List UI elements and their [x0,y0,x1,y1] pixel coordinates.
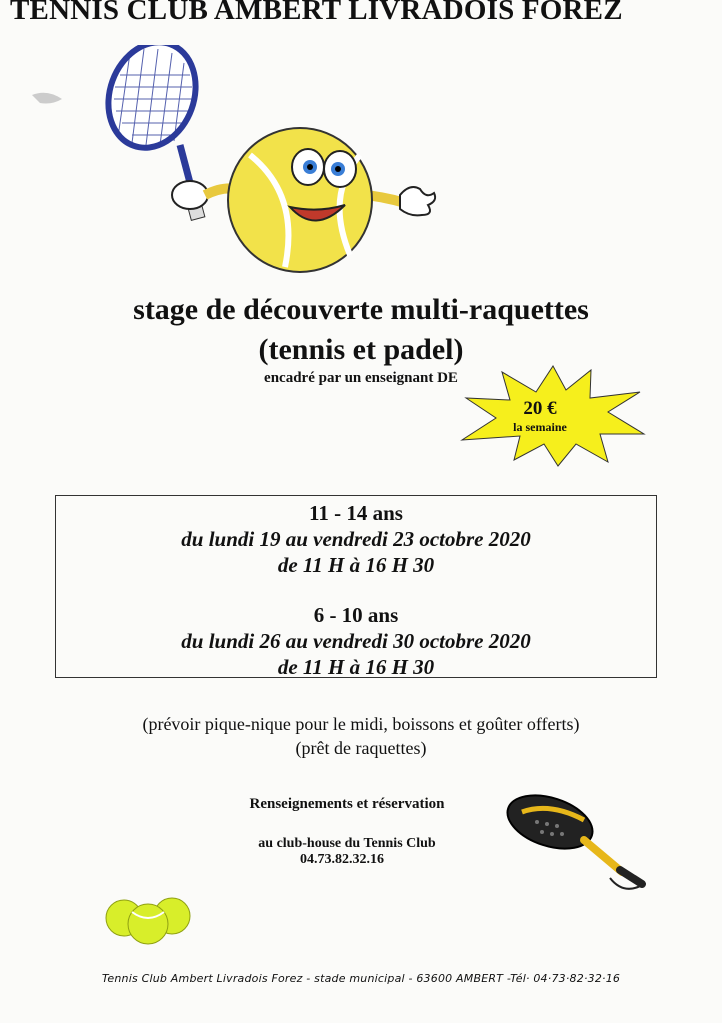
club-title: TENNIS CLUB AMBERT LIVRADOIS FOREZ [10,0,623,26]
sub-title: (tennis et padel) [258,333,464,366]
session-dates: du lundi 19 au vendredi 23 octobre 2020 [181,527,531,551]
session-hours: de 11 H à 16 H 30 [277,655,435,679]
session-age: 11 - 14 ans [309,501,403,525]
session-group [56,602,656,680]
info-phone: 04.73.82.32.16 [300,852,384,867]
price-block [478,398,602,434]
sessions-box [55,495,657,678]
price-unit: la semaine [513,420,567,434]
racket-loan-note: (prêt de raquettes) [295,738,427,758]
info-location: au club-house du Tennis Club [258,836,436,851]
session-group [56,500,656,578]
main-title: stage de découverte multi-raquettes [133,293,589,326]
session-hours: de 11 H à 16 H 30 [277,553,435,577]
footer-address: Tennis Club Ambert Livradois Forez - stade municipal - 63600 AMBERT -Tél· 04·73·82·32·16 [101,972,621,985]
picnic-note: (prévoir pique-nique pour le midi, boissons et goûter offerts) [142,714,580,734]
price-amount: 20 € [523,398,557,419]
decorative-mark-icon [30,85,80,110]
supervisor-note: encadré par un enseignant DE [264,370,458,386]
tennis-balls-icon [100,890,200,950]
info-heading: Renseignements et réservation [249,796,445,812]
session-age: 6 - 10 ans [313,603,399,627]
padel-racket-icon [502,792,652,896]
tennis-ball-mascot-illustration [100,45,450,275]
session-dates: du lundi 26 au vendredi 30 octobre 2020 [181,629,531,653]
